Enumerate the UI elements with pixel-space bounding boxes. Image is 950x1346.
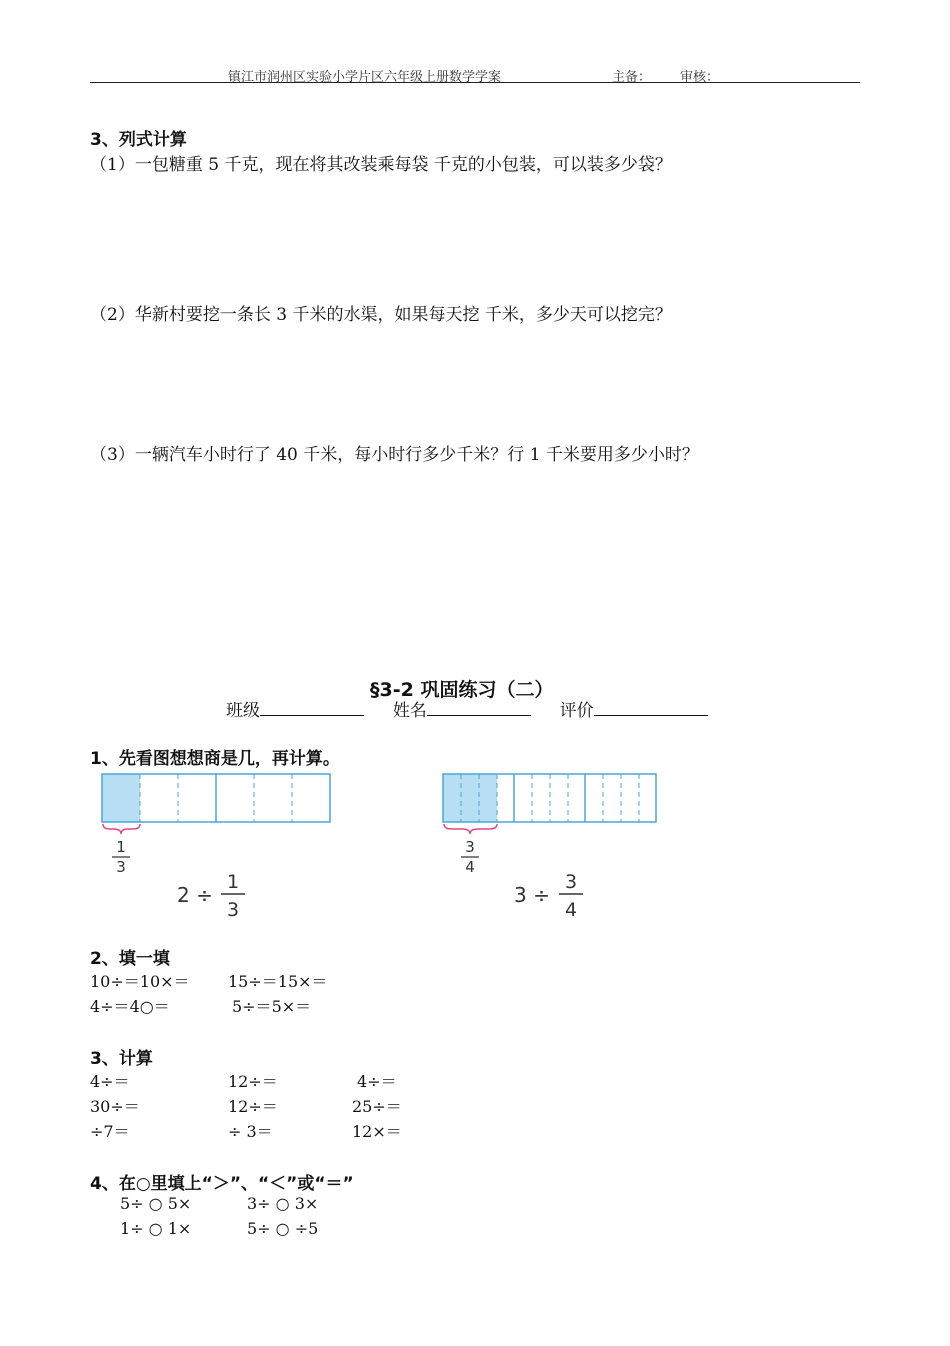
class-blank[interactable]: [260, 701, 364, 716]
right-expr-whole: 3 ÷: [514, 883, 550, 907]
left-expr-num: 1: [226, 871, 240, 893]
q3-item: 4÷＝: [357, 1072, 397, 1091]
right-expr-den: 4: [564, 899, 578, 921]
q1-diagrams: [0, 760, 950, 930]
q2-heading: 2、填一填: [90, 949, 170, 969]
section-title: §3-2 巩固练习（二）: [370, 679, 554, 701]
q4-item: 5÷ ○ ÷5: [247, 1219, 319, 1238]
q4-item: 5÷ ○ 5×: [120, 1194, 192, 1213]
left-brace-num: 1: [116, 838, 126, 856]
problem-2: （2）华新村要挖一条长 3 千米的水渠，如果每天挖 千米，多少天可以挖完？: [90, 305, 672, 325]
q3-item: 12÷＝: [228, 1072, 278, 1091]
q3-item: 12÷＝: [228, 1097, 278, 1116]
right-brace-den: 4: [465, 858, 475, 876]
left-expr-den: 3: [226, 899, 240, 921]
header-rule: [90, 82, 860, 83]
q3-item: 25÷＝: [352, 1097, 402, 1116]
q4-item: 1÷ ○ 1×: [120, 1219, 192, 1238]
header-school: 镇江市润州区实验小学片区六年级上册数学学案: [228, 70, 502, 85]
right-brace-num: 3: [465, 838, 475, 856]
q3-item: 4÷＝: [90, 1072, 130, 1091]
name-blank[interactable]: [427, 701, 531, 716]
q3-item: 12×＝: [352, 1122, 402, 1141]
q4-item: 3÷ ○ 3×: [247, 1194, 319, 1213]
eval-label: 评价: [559, 701, 594, 721]
q3-item: ÷ 3＝: [228, 1122, 273, 1141]
left-bar: [102, 774, 330, 822]
q1-heading: 1、先看图想想商是几，再计算。: [90, 749, 340, 769]
left-bar-shaded: [102, 774, 140, 822]
q3-item: 30÷＝: [90, 1097, 140, 1116]
right-expr-num: 3: [564, 871, 578, 893]
problem-1: （1）一包糖重 5 千克，现在将其改装乘每袋 千克的小包装，可以装多少袋？: [90, 155, 672, 175]
header-reviewer-label: 审核：: [680, 70, 720, 85]
q4-heading: 4、在○里填上“＞”、“＜”或“＝”: [90, 1174, 354, 1194]
q2-item: 15÷＝15×＝: [228, 972, 328, 991]
left-brace-den: 3: [116, 858, 126, 876]
q2-item: 4÷＝4○＝: [90, 997, 170, 1016]
name-label: 姓名: [392, 701, 427, 721]
section-fields: [226, 696, 708, 721]
right-bar: [443, 774, 656, 822]
header-preparer-label: 主备：: [612, 70, 652, 85]
q3-heading: 3、计算: [90, 1049, 153, 1069]
q3-item: ÷7＝: [90, 1122, 130, 1141]
problem-3: （3）一辆汽车小时行了 40 千米，每小时行多少千米？行 1 千米要用多少小时？: [90, 445, 699, 465]
left-brace: [103, 824, 140, 834]
class-label: 班级: [226, 701, 260, 721]
part1-heading: 3、列式计算: [90, 130, 187, 150]
eval-blank[interactable]: [594, 701, 708, 716]
right-brace: [444, 824, 497, 834]
q2-item: 5÷＝5×＝: [232, 997, 312, 1016]
right-bar-shaded: [443, 774, 497, 822]
q2-item: 10÷＝10×＝: [90, 972, 190, 991]
left-expr-whole: 2 ÷: [177, 883, 213, 907]
